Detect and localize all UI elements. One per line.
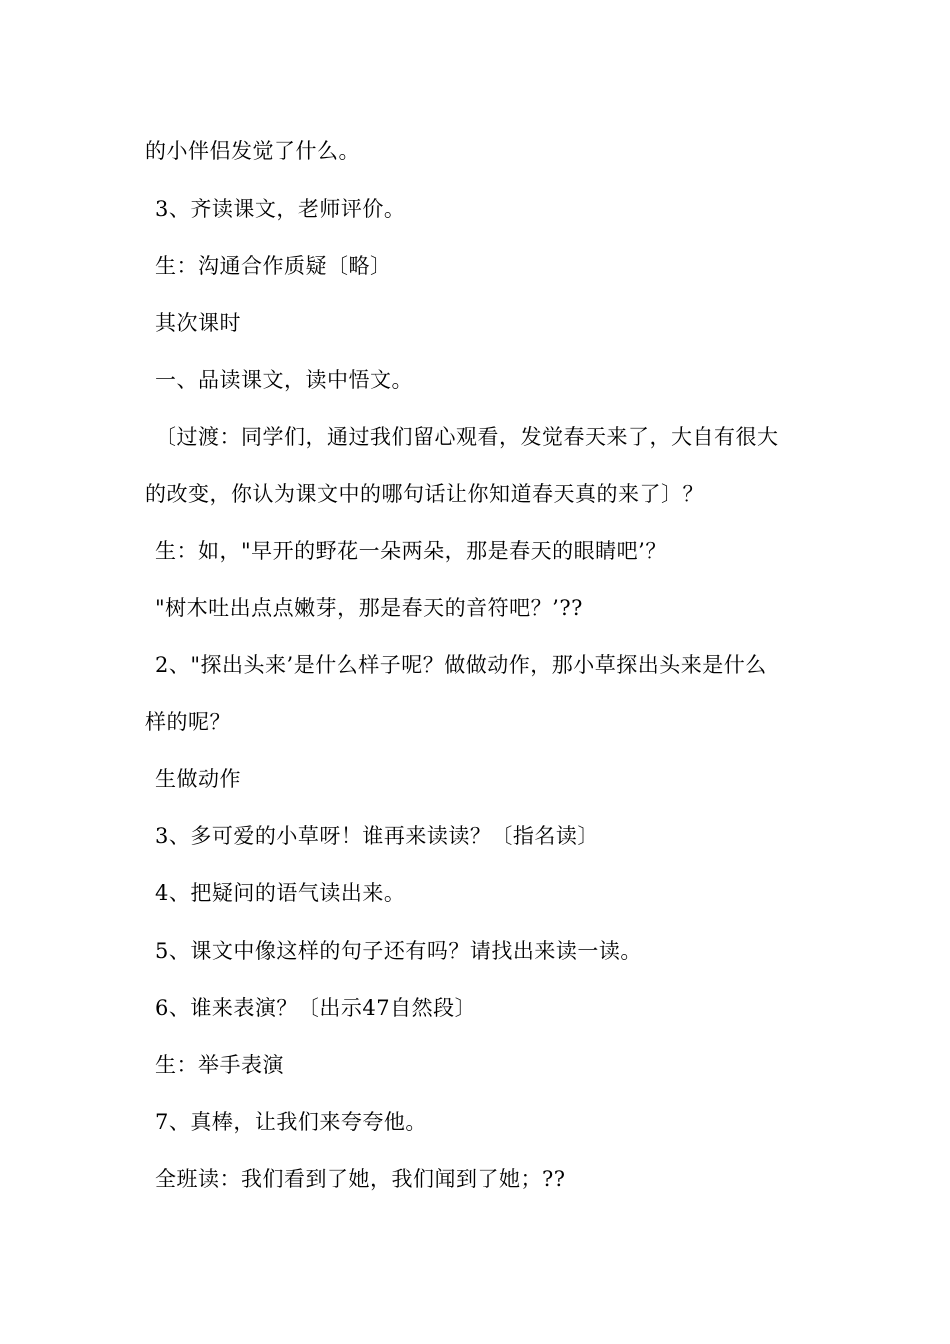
text-line: 生：如，"早开的野花一朵两朵，那是春天的眼睛吧’？ [155, 539, 667, 563]
text-line: 〔过渡：同学们，通过我们留心观看，发觉春天来了，大自有很大 [155, 425, 779, 449]
text-line: 5、课文中像这样的句子还有吗？请找出来读一读。 [155, 939, 642, 963]
text-line: 样的呢？ [145, 710, 231, 734]
text-line: 一、品读课文，读中悟文。 [155, 368, 413, 392]
text-line: 4、把疑问的语气读出来。 [155, 881, 406, 905]
text-line: 6、谁来表演？〔出示47自然段〕 [155, 996, 477, 1020]
text-line: 7、真棒，让我们来夸夸他。 [155, 1110, 427, 1134]
text-line: 的改变，你认为课文中的哪句话让你知道春天真的来了〕？ [145, 482, 704, 506]
text-line: "树木吐出点点嫩芽，那是春天的音符吧？’?? [155, 596, 583, 620]
text-line: 全班读：我们看到了她，我们闻到了她；?? [155, 1167, 566, 1191]
section-heading: 其次课时 [155, 311, 241, 335]
text-line: 生：举手表演 [155, 1053, 284, 1077]
text-line: 生：沟通合作质疑〔略〕 [155, 254, 392, 278]
text-line: 生做动作 [155, 767, 241, 791]
text-line: 3、多可爱的小草呀！谁再来读读？〔指名读〕 [155, 824, 599, 848]
text-line: 3、齐读课文，老师评价。 [155, 197, 406, 221]
text-line: 的小伴侣发觉了什么。 [145, 139, 360, 163]
text-line: 2、"探出头来’是什么样子呢？做做动作，那小草探出头来是什么 [155, 653, 767, 677]
